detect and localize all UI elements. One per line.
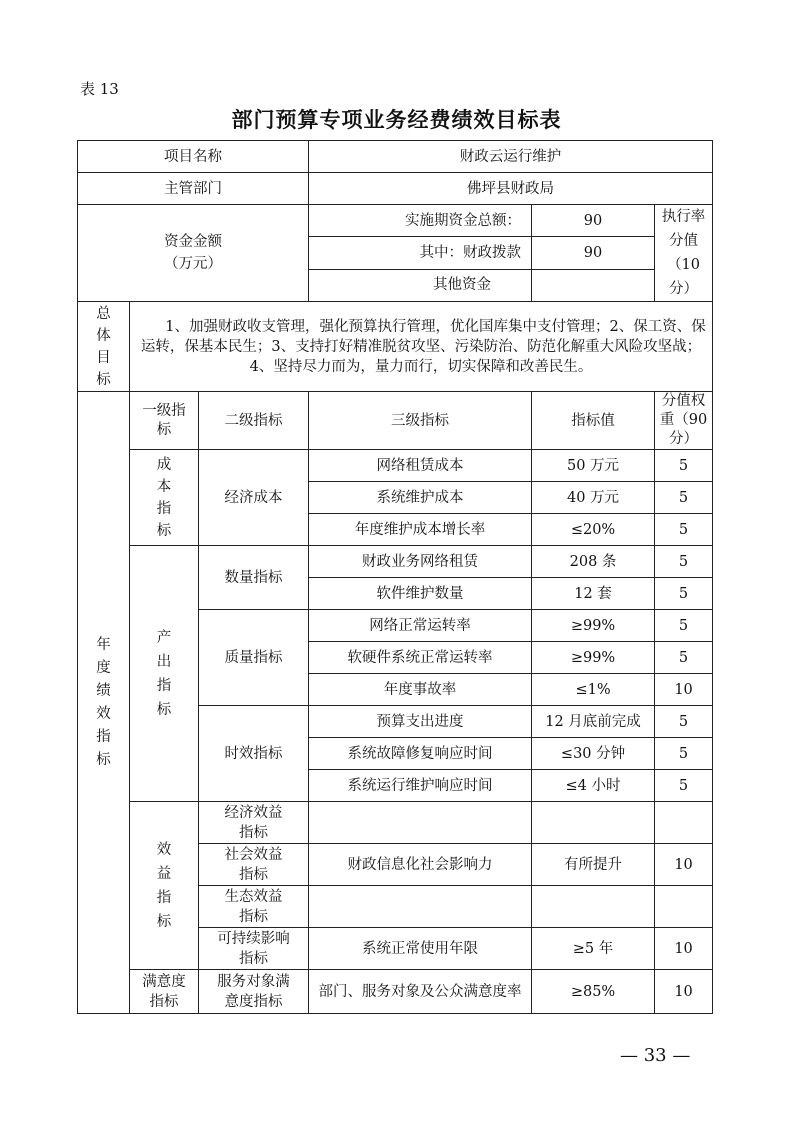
indicator-weight: 5: [655, 482, 713, 514]
department-label: 主管部门: [78, 173, 309, 205]
indicator-value: ≥5 年: [532, 928, 655, 970]
indicator-weight: 5: [655, 610, 713, 642]
sustainable-impact-text: 可持续影响指标: [217, 930, 290, 967]
indicator-name: 系统故障修复响应时间: [309, 738, 532, 770]
indicator-name: 预算支出进度: [309, 706, 532, 738]
indicator-value: 208 条: [532, 546, 655, 578]
benefit-indicator-text: 效益指标: [156, 841, 172, 930]
indicator-weight: 5: [655, 546, 713, 578]
indicator-weight: 5: [655, 642, 713, 674]
indicator-value: 50 万元: [532, 450, 655, 482]
indicator-weight: 10: [655, 844, 713, 886]
goal-text: [130, 302, 713, 392]
indicator-name: 财政业务网络租赁: [309, 546, 532, 578]
social-benefit-label: [199, 844, 309, 886]
service-satisfaction-text: 服务对象满意度指标: [217, 973, 290, 1010]
execution-rate-label: [655, 205, 713, 302]
goal-row: [78, 302, 713, 392]
indicator-name: 网络正常运转率: [309, 610, 532, 642]
indicator-value: [532, 802, 655, 844]
indicator-name: 年度维护成本增长率: [309, 514, 532, 546]
indicator-name: 系统维护成本: [309, 482, 532, 514]
project-name-value: 财政云运行维护: [309, 141, 713, 173]
header-level1-text: 一级指标: [142, 402, 186, 438]
indicator-value: [532, 886, 655, 928]
indicator-name: 系统运行维护响应时间: [309, 770, 532, 802]
indicator-weight: 5: [655, 578, 713, 610]
social-benefit-text: 社会效益指标: [224, 846, 283, 883]
satisfaction-indicator-label: [130, 970, 199, 1014]
economic-benefit-text: 经济效益指标: [224, 804, 283, 841]
indicator-name: [309, 802, 532, 844]
economic-cost-label: 经济成本: [199, 450, 309, 546]
department-row: [78, 173, 713, 205]
benefit-indicator-label: [130, 802, 199, 970]
indicator-value: ≤20%: [532, 514, 655, 546]
project-name-row: [78, 141, 713, 173]
ecological-benefit-label: [199, 886, 309, 928]
annual-indicator-text: 年度绩效指标: [96, 636, 111, 768]
department-value: 佛坪县财政局: [309, 173, 713, 205]
indicator-weight: 5: [655, 706, 713, 738]
indicator-weight: [655, 886, 713, 928]
indicator-weight: 10: [655, 928, 713, 970]
cost-indicator-label: [130, 450, 199, 546]
funds-other-label: 其他资金: [309, 269, 532, 301]
header-level2: 二级指标: [199, 392, 309, 450]
indicator-name: 软硬件系统正常运转率: [309, 642, 532, 674]
table-row: [78, 450, 713, 482]
output-indicator-text: 产出指标: [156, 629, 172, 718]
satisfaction-name-text: 部门、服务对象及公众满意度率: [318, 983, 522, 1000]
header-level1: [130, 392, 199, 450]
indicator-weight: 5: [655, 738, 713, 770]
table-row: [78, 970, 713, 1014]
funds-fiscal-value: 90: [532, 237, 655, 269]
goal-label-text: 总体目标: [96, 305, 111, 388]
page-title: 部门预算专项业务经费绩效目标表: [231, 107, 562, 132]
indicator-header-row: [78, 392, 713, 450]
indicator-value: 12 套: [532, 578, 655, 610]
performance-table: [77, 140, 713, 1014]
indicator-name: 网络租赁成本: [309, 450, 532, 482]
funds-label-text: 资金金额（万元）: [164, 234, 223, 272]
table-row: [78, 802, 713, 844]
project-name-label: 项目名称: [78, 141, 309, 173]
annual-indicator-label: [78, 392, 130, 1014]
indicator-weight: 10: [655, 674, 713, 706]
funds-other-value: [532, 269, 655, 301]
indicator-name: 年度事故率: [309, 674, 532, 706]
indicator-value: 有所提升: [532, 844, 655, 886]
indicator-value: ≤1%: [532, 674, 655, 706]
funds-total-row: [78, 205, 713, 237]
quantity-indicator-label: 数量指标: [199, 546, 309, 610]
indicator-name: 软件维护数量: [309, 578, 532, 610]
indicator-value: ≤4 小时: [532, 770, 655, 802]
quality-indicator-label: 质量指标: [199, 610, 309, 706]
table-row: [78, 546, 713, 578]
indicator-weight: 10: [655, 970, 713, 1014]
indicator-value: ≥99%: [532, 610, 655, 642]
ecological-benefit-text: 生态效益指标: [224, 888, 283, 925]
indicator-weight: 5: [655, 450, 713, 482]
indicator-name: [309, 970, 532, 1014]
time-indicator-label: 时效指标: [199, 706, 309, 802]
indicator-weight: [655, 802, 713, 844]
goal-paragraph: 1、加强财政收支管理，强化预算执行管理，优化国库集中支付管理；2、保工资、保运转，保基本民生；3、支持打好精准脱贫攻坚、污染防治、防范化解重大风险攻坚战；4、坚持尽力而为，量力而行，切实保障和改善民生。: [140, 318, 706, 375]
table-number: 表 13: [80, 80, 119, 98]
service-satisfaction-label: [199, 970, 309, 1014]
header-level3: 三级指标: [309, 392, 532, 450]
indicator-value: ≤30 分钟: [532, 738, 655, 770]
satisfaction-indicator-text: 满意度指标: [142, 973, 186, 1010]
funds-fiscal-label: 其中：财政拨款: [309, 237, 532, 269]
cost-indicator-text: 成本指标: [156, 456, 172, 539]
indicator-value: 40 万元: [532, 482, 655, 514]
indicator-name: 财政信息化社会影响力: [309, 844, 532, 886]
header-weight: [655, 392, 713, 450]
indicator-weight: 5: [655, 770, 713, 802]
output-indicator-label: [130, 546, 199, 802]
execution-rate-text: 执行率分值（10 分）: [661, 209, 706, 297]
indicator-value: 12 月底前完成: [532, 706, 655, 738]
economic-benefit-label: [199, 802, 309, 844]
indicator-value: ≥85%: [532, 970, 655, 1014]
indicator-value: ≥99%: [532, 642, 655, 674]
funds-label: [78, 205, 309, 302]
indicator-weight: 5: [655, 514, 713, 546]
indicator-name: 系统正常使用年限: [309, 928, 532, 970]
sustainable-impact-label: [199, 928, 309, 970]
goal-label: [78, 302, 130, 392]
funds-total-label: 实施期资金总额：: [309, 205, 532, 237]
indicator-name: [309, 886, 532, 928]
header-weight-text: 分值权重（90 分）: [659, 393, 708, 447]
page-number: — 33 —: [620, 1045, 691, 1066]
funds-total-value: 90: [532, 205, 655, 237]
header-value: 指标值: [532, 392, 655, 450]
